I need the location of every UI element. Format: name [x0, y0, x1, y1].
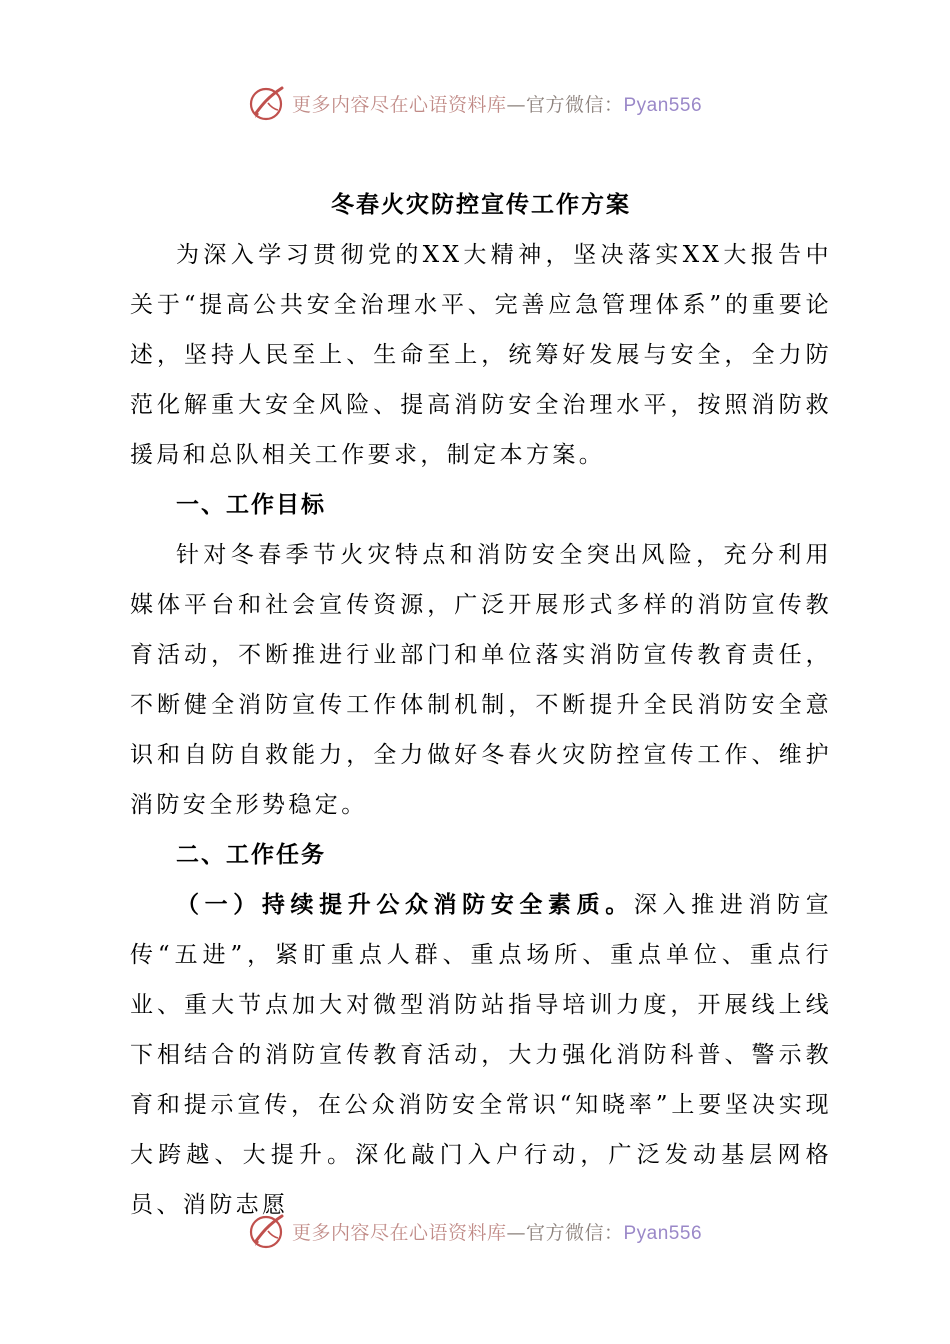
- watermark-banner-bottom: [0, 1209, 950, 1253]
- watermark-text-red: 更多内容尽在心语资料库: [291, 93, 507, 116]
- watermark-text: [292, 1218, 702, 1245]
- section-heading-goals: 一、工作目标: [176, 491, 326, 518]
- document-body: [130, 180, 832, 1230]
- pen-logo-icon: [248, 1211, 288, 1251]
- intro-paragraph: 为深入学习贯彻党的XX大精神，坚决落实XX大报告中关于“提高公共安全治理水平、完善应急管理体系”的重要论述，坚持人民至上、生命至上，统筹好发展与安全，全力防范化解重大安全风险、提高消防安全治理水平，按照消防救援局和总队相关工作要求，制定本方案。: [130, 242, 832, 468]
- watermark-text-gray: —官方微信：: [506, 1221, 624, 1244]
- task1-lead: （一）持续提升公众消防安全素质。: [176, 891, 634, 918]
- watermark-wechat-id: Pyan556: [623, 1222, 703, 1244]
- task1-paragraph: [130, 880, 832, 1230]
- goals-paragraph: 针对冬春季节火灾特点和消防安全突出风险，充分利用媒体平台和社会宣传资源，广泛开展形式多样的消防宣传教育活动，不断推进行业部门和单位落实消防宣传教育责任，不断健全消防宣传工作体制机制，不断提升全民消防安全意识和自防自救能力，全力做好冬春火灾防控宣传工作、维护消防安全形势稳定。: [130, 542, 832, 818]
- watermark-wechat-id: Pyan556: [623, 94, 703, 116]
- watermark-banner-top: [0, 81, 950, 125]
- task1-body: 深入推进消防宣传“五进”，紧盯重点人群、重点场所、重点单位、重点行业、重大节点加大对微型消防站指导培训力度，开展线上线下相结合的消防宣传教育活动，大力强化消防科普、警示教育和提示宣传，在公众消防安全常识“知晓率”上要坚决实现大跨越、大提升。深化敲门入户行动，广泛发动基层网格员、消防志愿: [130, 892, 832, 1218]
- section-heading-tasks: 二、工作任务: [176, 841, 326, 868]
- watermark-text-gray: —官方微信：: [506, 93, 624, 116]
- watermark-text: [292, 90, 702, 117]
- document-title: 冬春火灾防控宣传工作方案: [331, 191, 631, 218]
- watermark-text-red: 更多内容尽在心语资料库: [291, 1221, 507, 1244]
- pen-logo-icon: [248, 83, 288, 123]
